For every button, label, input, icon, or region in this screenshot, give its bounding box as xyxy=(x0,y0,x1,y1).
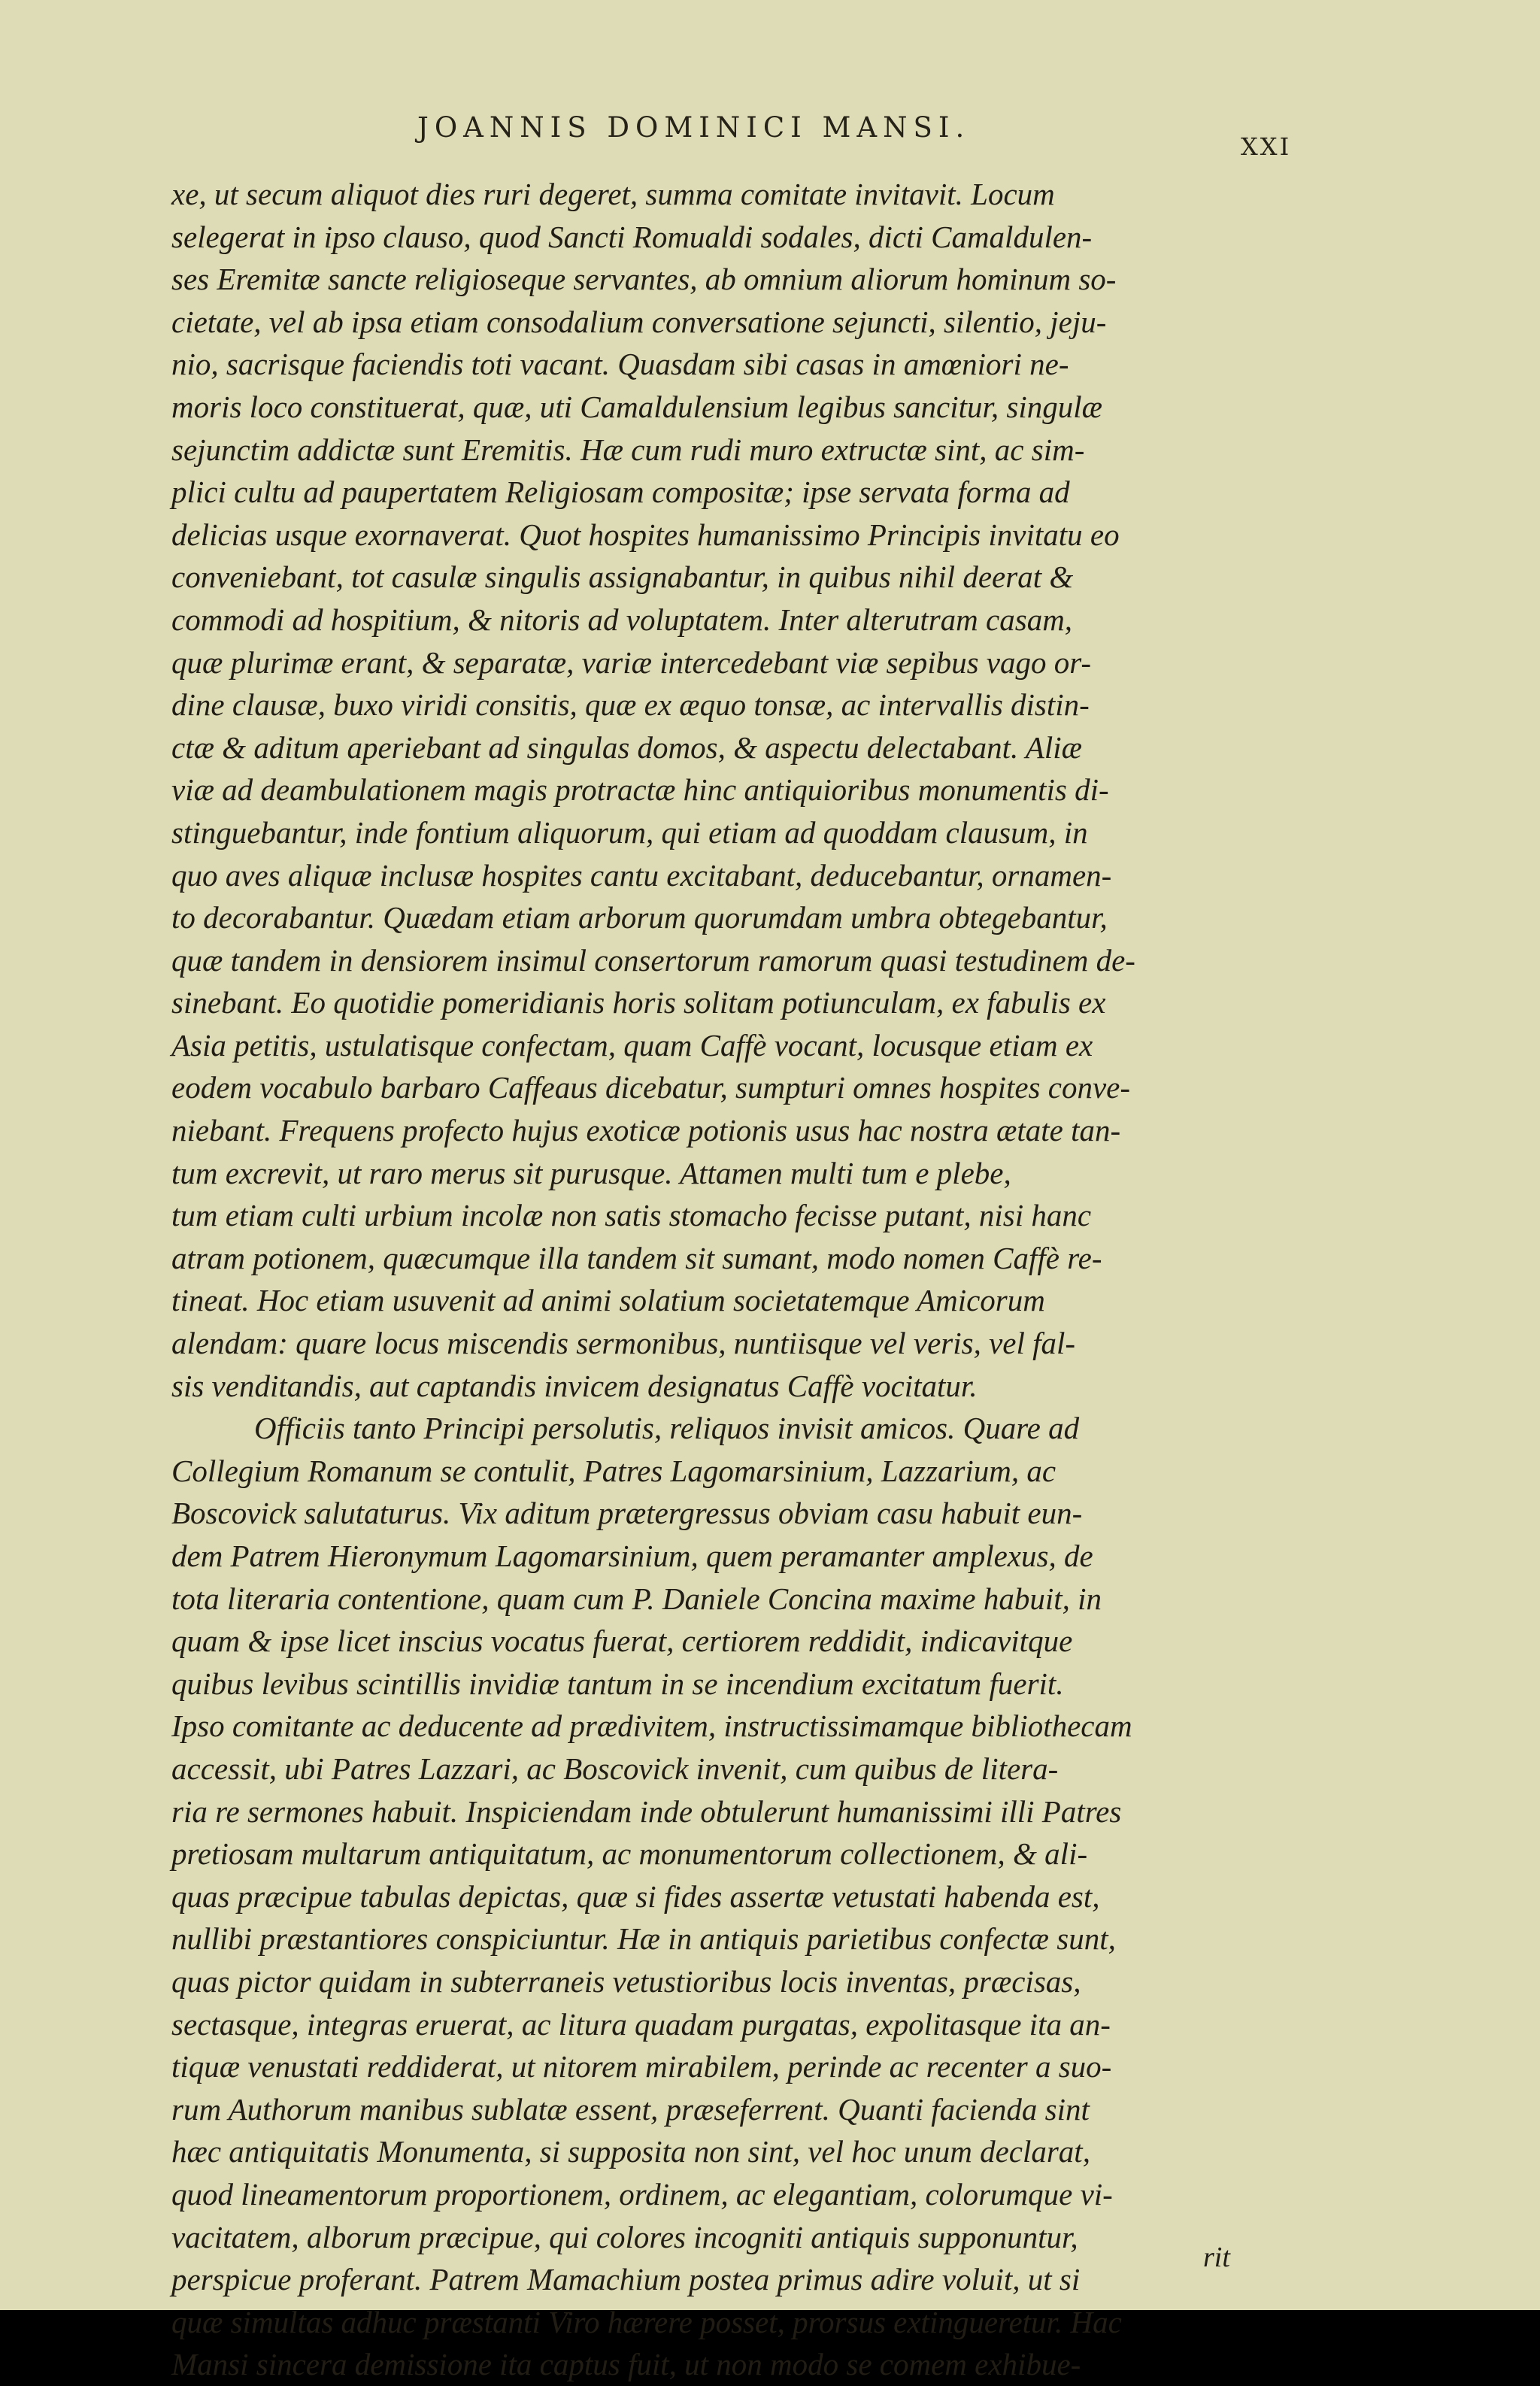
text-line: quo aves aliquæ inclusæ hospites cantu excitabant, deducebantur, ornamen- xyxy=(171,857,1112,893)
text-line: sis venditandis, aut captandis invicem designatus Caffè vocitatur. xyxy=(171,1368,978,1403)
text-line: atram potionem, quæcumque illa tandem sit sumant, modo nomen Caffè re- xyxy=(171,1240,1102,1275)
text-line: Officiis tanto Principi persolutis, reliquos invisit amicos. Quare ad xyxy=(254,1411,1080,1446)
text-line: quæ tandem in densiorem insimul consertorum ramorum quasi testudinem de- xyxy=(171,942,1135,978)
text-line: sejunctim addictæ sunt Eremitis. Hæ cum rudi muro extructæ sint, ac sim- xyxy=(171,432,1085,467)
text-line: quibus levibus scintillis invidiæ tantum in se incendium excitatum fuerit. xyxy=(171,1666,1064,1701)
text-line: Mansi sincera demissione ita captus fuit, ut non modo se comem exhibue- xyxy=(171,2347,1081,2382)
text-line: ria re sermones habuit. Inspiciendam inde obtulerunt humanissimi illi Patres xyxy=(171,1793,1122,1829)
text-line: sectasque, integras eruerat, ac litura quadam purgatas, expolitasque ita an- xyxy=(171,2006,1111,2042)
text-line: cietate, vel ab ipsa etiam consodalium conversatione sejuncti, silentio, jeju- xyxy=(171,304,1107,339)
text-line: quam & ipse licet inscius vocatus fuerat, certiorem reddidit, indicavitque xyxy=(171,1624,1073,1659)
text-line: delicias usque exornaverat. Quot hospites humanissimo Principis invitatu eo xyxy=(171,517,1120,552)
text-line: plici cultu ad paupertatem Religiosam compositæ; ipse servata forma ad xyxy=(171,474,1070,510)
text-line: Boscovick salutaturus. Vix aditum prætergressus obviam casu habuit eun- xyxy=(171,1496,1083,1531)
text-line: vacitatem, alborum præcipue, qui colores incogniti antiquis supponuntur, xyxy=(171,2219,1078,2254)
running-head-title: JOANNIS DOMINICI MANSI. xyxy=(417,111,971,144)
text-line: nullibi præstantiores conspiciuntur. Hæ in antiquis parietibus confectæ sunt, xyxy=(171,1921,1116,1957)
text-line: niebant. Frequens profecto hujus exoticæ potionis usus hac nostra ætate tan- xyxy=(171,1113,1121,1148)
text-line: Collegium Romanum se contulit, Patres Lagomarsinium, Lazzarium, ac xyxy=(171,1453,1056,1488)
text-line: pretiosam multarum antiquitatum, ac monumentorum collectionem, & ali- xyxy=(171,1836,1088,1872)
text-line: quæ simultas adhuc præstanti Viro hærere posset, prorsus extingueretur. Hac xyxy=(171,2304,1122,2339)
text-line: Asia petitis, ustulatisque confectam, quam Caffè vocant, locusque etiam ex xyxy=(171,1027,1093,1063)
text-line: to decorabantur. Quædam etiam arborum quorumdam umbra obtegebantur, xyxy=(171,900,1108,935)
text-line: stinguebantur, inde fontium aliquorum, qui etiam ad quoddam clausum, in xyxy=(171,814,1088,850)
text-line: hæc antiquitatis Monumenta, si supposita non sint, vel hoc unum declarat, xyxy=(171,2134,1090,2169)
text-line: quod lineamentorum proportionem, ordinem, ac elegantiam, colorumque vi- xyxy=(171,2176,1113,2212)
text-line: eodem vocabulo barbaro Caffeaus dicebatur, sumpturi omnes hospites conve- xyxy=(171,1070,1131,1105)
text-line: commodi ad hospitium, & nitoris ad voluptatem. Inter alterutram casam, xyxy=(171,602,1073,637)
text-line: tota literaria contentione, quam cum P. Daniele Concina maxime habuit, in xyxy=(171,1581,1102,1616)
text-line: conveniebant, tot casulæ singulis assignabantur, in quibus nihil deerat & xyxy=(171,559,1074,595)
running-head xyxy=(0,111,1540,164)
text-line: xe, ut secum aliquot dies ruri degeret, summa comitate invitavit. Locum xyxy=(171,177,1055,211)
text-line: Ipso comitante ac deducente ad prædivitem, instructissimamque bibliothecam xyxy=(171,1708,1132,1744)
text-line: quas præcipue tabulas depictas, quæ si fides assertæ vetustati habenda est, xyxy=(171,1878,1100,1914)
catchword: rit xyxy=(1203,2242,1230,2273)
text-line: tiquæ venustati reddiderat, ut nitorem mirabilem, perinde ac recenter a suo- xyxy=(171,2049,1112,2084)
text-line: tineat. Hoc etiam usuvenit ad animi solatium societatemque Amicorum xyxy=(171,1283,1045,1318)
text-line: dem Patrem Hieronymum Lagomarsinium, quem peramanter amplexus, de xyxy=(171,1539,1093,1573)
text-line: accessit, ubi Patres Lazzari, ac Boscovick invenit, cum quibus de litera- xyxy=(171,1751,1059,1786)
text-line: selegerat in ipso clauso, quod Sancti Romualdi sodales, dicti Camaldulen- xyxy=(171,219,1093,254)
text-line: ses Eremitæ sancte religioseque servantes, ab omnium aliorum hominum so- xyxy=(171,262,1117,297)
text-line: tum excrevit, ut raro merus sit purusque. Attamen multi tum e plebe, xyxy=(171,1155,1011,1190)
text-line: moris loco constituerat, quæ, uti Camaldulensium legibus sancitur, singulæ xyxy=(171,389,1103,424)
text-line: rum Authorum manibus sublatæ essent, præseferrent. Quanti facienda sint xyxy=(171,2091,1090,2127)
text-line: alendam: quare locus miscendis sermonibus, nuntiisque vel veris, vel fal- xyxy=(171,1326,1076,1361)
body-text xyxy=(171,173,1301,2386)
text-line: perspicue proferant. Patrem Mamachium postea primus adire voluit, ut si xyxy=(171,2262,1081,2297)
text-line: quas pictor quidam in subterraneis vetustioribus locis inventas, præcisas, xyxy=(171,1963,1081,1999)
text-line: tum etiam culti urbium incolæ non satis stomacho fecisse putant, nisi hanc xyxy=(171,1198,1092,1233)
text-line: sinebant. Eo quotidie pomeridianis horis solitam potiunculam, ex fabulis ex xyxy=(171,985,1106,1020)
text-line: quæ plurimæ erant, & separatæ, variæ intercedebant viæ sepibus vago or- xyxy=(171,644,1092,680)
text-line: ctæ & aditum aperiebant ad singulas domos, & aspectu delectabant. Aliæ xyxy=(171,729,1082,765)
page-number: XXI xyxy=(1241,132,1292,161)
text-line: nio, sacrisque faciendis toti vacant. Quasdam sibi casas in amœniori ne- xyxy=(171,347,1069,382)
text-line: dine clausæ, buxo viridi consitis, quæ ex æquo tonsæ, ac intervallis distin- xyxy=(171,687,1090,723)
text-line: viæ ad deambulationem magis protractæ hinc antiquioribus monumentis di- xyxy=(171,772,1109,808)
